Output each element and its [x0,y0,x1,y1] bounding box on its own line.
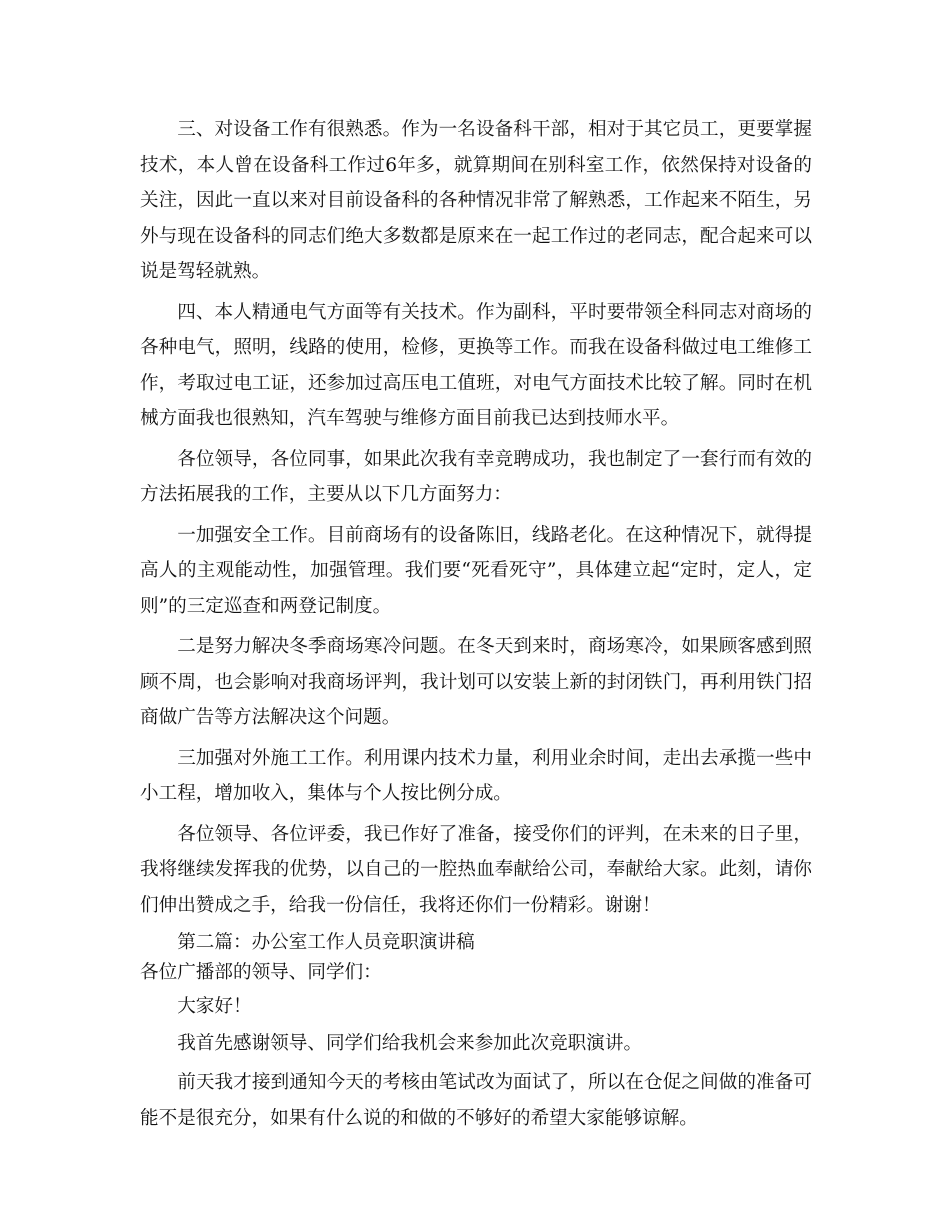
paragraph-conclusion: 各位领导、各位评委，我已作好了准备，接受你们的评判，在未来的日子里，我将继续发挥我的优势，以自己的一腔热血奉献给公司，奉献给大家。此刻，请你们伸出赞成之手，给我一份信任，我将还你们一份精彩。谢谢！ [140,823,812,916]
second-speech-title: 第二篇：办公室工作人员竞职演讲稿 [177,932,475,953]
paragraph-winter-cold: 二是努力解决冬季商场寒冷问题。在冬天到来时，商场寒冷，如果顾客感到照顾不周，也会影响对我商场评判，我计划可以安装上新的封闭铁门，再利用铁门招商做广告等方法解决这个问题。 [140,636,812,728]
paragraph-equipment-familiarity: 三、对设备工作有很熟悉。作为一名设备科干部，相对于其它员工，更要掌握技术，本人曾在设备科工作过6年多，就算期间在别科室工作，依然保持对设备的关注，因此一直以来对目前设备科的各种情况非常了解熟悉，工作起来不陌生，另外与现在设备科的同志们绝大多数都是原来在一起工作过的老同志，配合起来可以说是驾轻就熟。 [140,119,812,282]
salutation: 各位广播部的领导、同学们： [140,962,382,983]
paragraph-electrical-expertise: 四、本人精通电气方面等有关技术。作为副科，平时要带领全科同志对商场的各种电气，照明，线路的使用，检修，更换等工作。而我在设备科做过电工维修工作，考取过电工证，还参加过高压电工值班，对电气方面技术比较了解。同时在机械方面我也很熟知，汽车驾驶与维修方面目前我已达到技师水平。 [140,301,812,429]
paragraph-external-construction: 三加强对外施工工作。利用课内技术力量，利用业余时间，走出去承揽一些中小工程，增加收入，集体与个人按比例分成。 [140,747,812,804]
paragraph-preparation-apology: 前天我才接到通知今天的考核由笔试改为面试了，所以在仓促之间做的准备可能不是很充分，如果有什么说的和做的不够好的希望大家能够谅解。 [140,1072,812,1129]
document-body [140,112,812,1141]
paragraph-safety-work: 一加强安全工作。目前商场有的设备陈旧，线路老化。在这种情况下，就得提高人的主观能动性，加强管理。我们要“死看死守”，具体建立起“定时，定人，定则”的三定巡查和两登记制度。 [140,524,812,617]
thanks-paragraph: 我首先感谢领导、同学们给我机会来参加此次竞职演讲。 [177,1033,643,1054]
greeting: 大家好！ [177,996,252,1017]
paragraph-work-plan-intro: 各位领导，各位同事，如果此次我有幸竞聘成功，我也制定了一套行而有效的方法拓展我的工作，主要从以下几方面努力： [140,448,812,505]
